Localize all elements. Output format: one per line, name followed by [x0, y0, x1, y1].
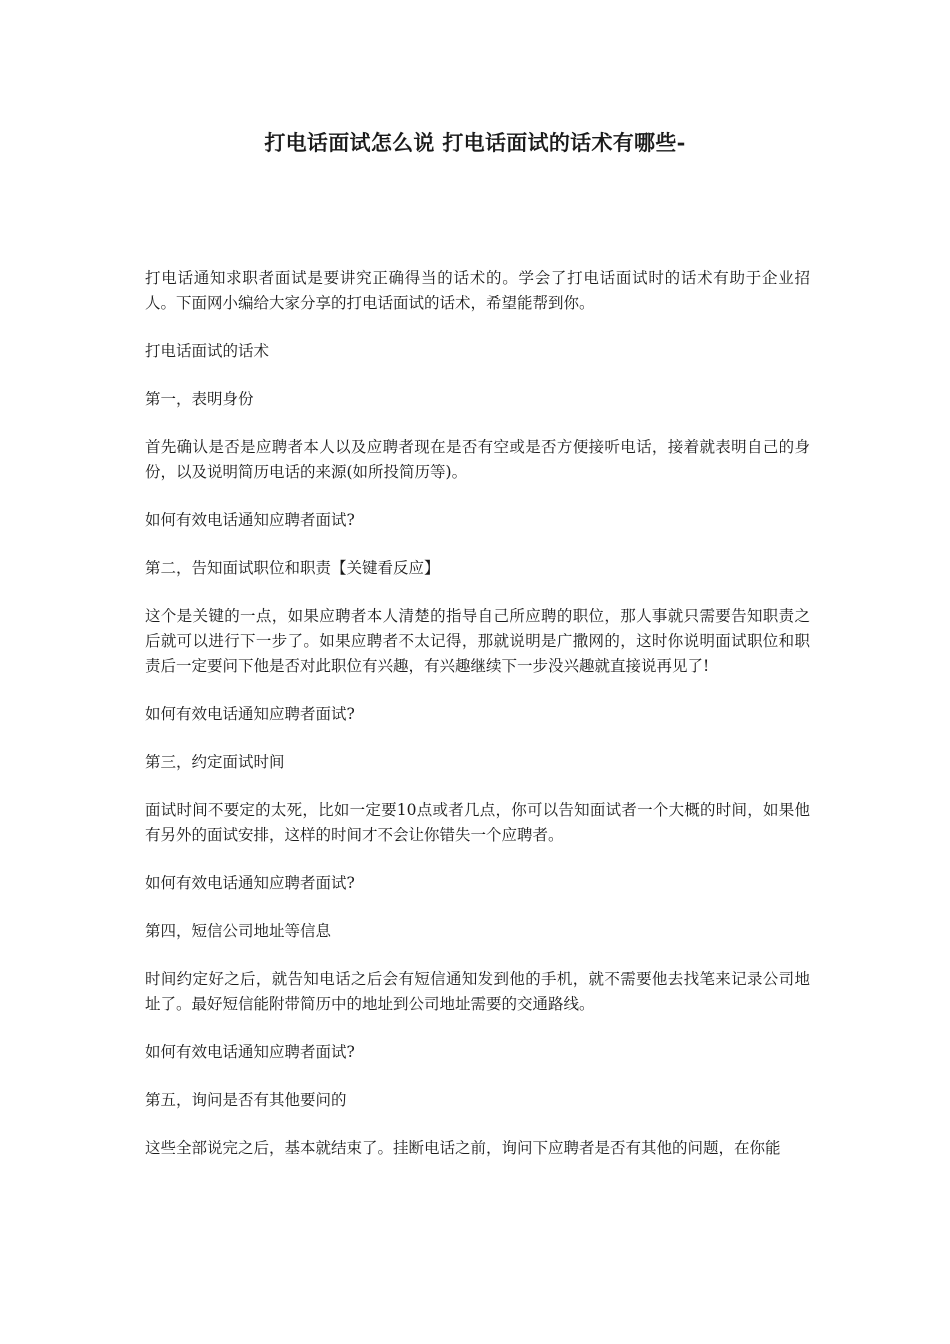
step-paragraph-2: 这个是关键的一点，如果应聘者本人清楚的指导自己所应聘的职位，那人事就只需要告知职责之后就可以进行下一步了。如果应聘者不太记得，那就说明是广撒网的，这时你说明面试职位和职责后一定要问下他是否对此职位有兴趣，有兴趣继续下一步没兴趣就直接说再见了! — [145, 607, 810, 675]
step-heading-1: 第一，表明身份 — [145, 390, 254, 408]
document-body — [145, 266, 810, 1161]
step-heading-2: 第二，告知面试职位和职责【关键看反应】 — [145, 559, 440, 577]
question-line-3: 如何有效电话通知应聘者面试? — [145, 874, 355, 892]
question-line-4: 如何有效电话通知应聘者面试? — [145, 1043, 355, 1061]
step-heading-5: 第五，询问是否有其他要问的 — [145, 1091, 347, 1109]
step-heading-3: 第三，约定面试时间 — [145, 753, 285, 771]
question-line-1: 如何有效电话通知应聘者面试? — [145, 511, 355, 529]
question-line-2: 如何有效电话通知应聘者面试? — [145, 705, 355, 723]
step-paragraph-1: 首先确认是否是应聘者本人以及应聘者现在是否有空或是否方便接听电话，接着就表明自己的身份，以及说明简历电话的来源(如所投简历等)。 — [145, 438, 810, 481]
intro-paragraph: 打电话通知求职者面试是要讲究正确得当的话术的。学会了打电话面试时的话术有助于企业招人。下面网小编给大家分享的打电话面试的话术，希望能帮到你。 — [145, 269, 810, 312]
step-heading-4: 第四，短信公司地址等信息 — [145, 922, 332, 940]
step-paragraph-5: 这些全部说完之后，基本就结束了。挂断电话之前，询问下应聘者是否有其他的问题，在你能 — [145, 1139, 781, 1157]
step-paragraph-4: 时间约定好之后，就告知电话之后会有短信通知发到他的手机，就不需要他去找笔来记录公司地址了。最好短信能附带简历中的地址到公司地址需要的交通路线。 — [145, 970, 810, 1013]
section-heading: 打电话面试的话术 — [145, 342, 270, 360]
step-paragraph-3: 面试时间不要定的太死，比如一定要10点或者几点，你可以告知面试者一个大概的时间，如果他有另外的面试安排，这样的时间才不会让你错失一个应聘者。 — [145, 801, 810, 844]
document-title: 打电话面试怎么说 打电话面试的话术有哪些- — [264, 130, 686, 155]
